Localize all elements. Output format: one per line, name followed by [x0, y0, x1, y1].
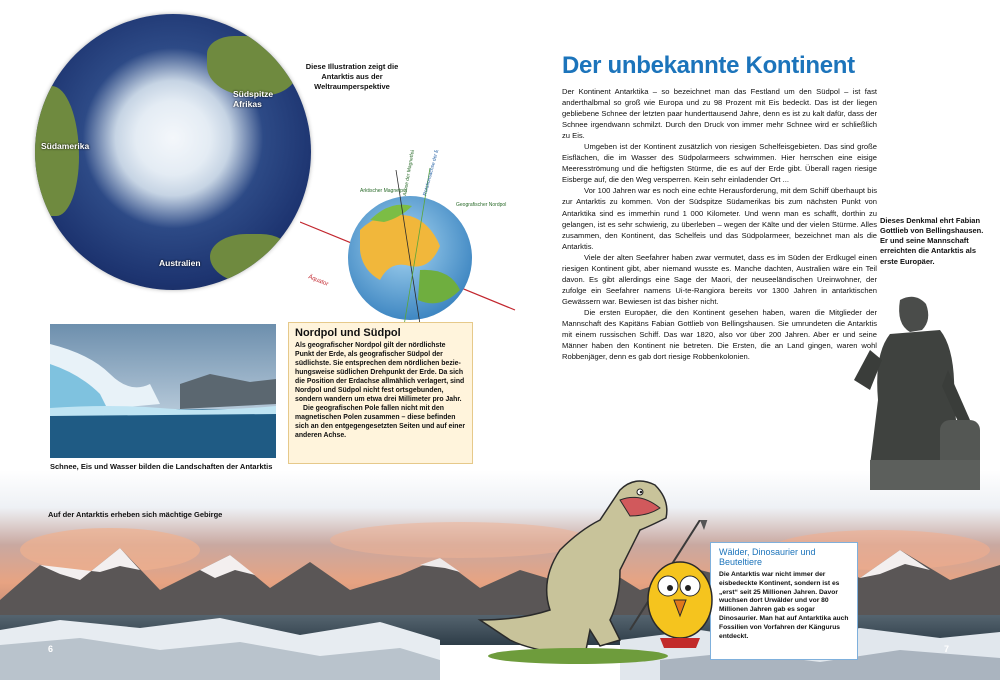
antarctica-globe-illustration: [35, 14, 311, 290]
dinosaurier-infobox: [710, 542, 858, 660]
owl-mascot: [620, 520, 720, 660]
infobox-title: Nordpol und Südpol: [295, 327, 401, 339]
rotation-axis-label: Rotationsachse der Erde: [422, 150, 443, 197]
article-paragraph-4: Viele der alten Seefahrer haben zwar vermutet, dass es im Süden der Erdkugel einen riesigen Kontinent gibt, aber niemand wusste es. Manche dachten, Australien wäre ein Teil davon. Es gibt allerdings eine Sage der Maori, der neuseeländischen Ureinwohner, der zufolge ein Seefahrer namens Ui-te-Rangiora bereits vor 1300 Jahren in antarktischen Gewässern war. Bewiesen ist das bisher nicht.: [562, 252, 877, 306]
label-suedamerika: Südamerika: [41, 141, 90, 151]
earth-axis-svg: [300, 150, 525, 330]
page-number-left: 6: [48, 644, 54, 654]
infobox-paragraph-1: Als geografischer Nordpol gilt der nördlichste Punkt der Erde, als geografischer Südpol der südlichste. Sie entsprechen dem nördlichen bezie-hungsweise südlichen Drehpunkt der Erde. Da sich die Position der Erdachse allmählich verlagert, sind Nordpol und Südpol nicht fest ortsgebunden, sondern wandern um etwa drei Millimeter pro Jahr.: [295, 342, 465, 403]
statue-caption: Dieses Denkmal ehrt Fabian Gottlieb von Bellingshausen. Er und seine Mannschaft erreichten die Antarktis als erste Europäer.: [880, 216, 984, 266]
geographic-north-label: Geografischer Nordpol: [456, 202, 507, 208]
page-number-right: 7: [944, 644, 950, 654]
axis-label: Achse der Magnetfeldachse: [402, 150, 419, 197]
nordpol-suedpol-infobox: [288, 322, 473, 464]
africa-landmass: [207, 36, 297, 96]
mountain-caption: Auf der Antarktis erheben sich mächtige Gebirge: [48, 510, 223, 519]
article-paragraph-3: Vor 100 Jahren war es noch eine echte Herausforderung, mit dem Schiff überhaupt bis zur Antarktis zu kommen. Von der Südspitze Südamerikas bis zum nächsten Punkt von Antarktika sind es immerhin rund 1 000 Kilometer. Und wenn man es schafft, dorthin zu gelangen, ist es sehr schwierig, zu überleben – wegen der Kälte und der vielen Stürme. Alles zusammen, den Kontinent, das Schelfeis und das Südpolarmeer, bezeichnet man als die Antarktis.: [562, 186, 877, 251]
ice-caption: Schnee, Eis und Wasser bilden die Landschaften der Antarktis: [50, 462, 273, 471]
ice-photo-svg: [50, 324, 276, 458]
article-title: Der unbekannte Kontinent: [562, 52, 855, 79]
australia-landmass: [210, 234, 290, 284]
infobox-paragraph-2: Die geografischen Pole fallen nicht mit den magnetischen Polen zusammen – diese befinden sich an den entgegengesetzten Seiten und auf einer anderen Achse.: [295, 404, 466, 439]
equator-label: Äquator: [307, 274, 329, 288]
arctic-magnetic-pole-label: Arktischer Magnetpol: [360, 188, 407, 194]
dino-box-title: Wälder, Dinosaurier und Beuteltiere: [719, 547, 816, 568]
ice-landscape-photo: [50, 324, 276, 458]
globe-caption: Diese Illustration zeigt die Antarktis aus der Weltraumperspektive: [305, 62, 399, 92]
label-suedspitze-afrikas: Südspitze Afrikas: [233, 89, 274, 109]
earth-axis-diagram: [300, 150, 525, 330]
label-australien: Australien: [159, 258, 201, 268]
dino-box-text: Die Antarktis war nicht immer der eisbedeckte Kontinent, sondern ist es „erst“ seit 25 Millionen Jahren. Davor wuchsen dort Urwälder und vor 80 Millionen Jahren gab es sogar Dinosaurier. Man hat auf Antarktika auch Fossilien von Vorfahren der Kängurus entdeckt.: [719, 570, 849, 641]
article-paragraph-2: Umgeben ist der Kontinent zusätzlich von riesigen Schelfeisgebieten. Das sind große Eisflächen, die im Wasser des Südpolarmeers schwimmen. Hier herrschen eine eisige Meeresströmung und die heftigsten Stürme, die es auf der Erde gibt. Überall ragen riesige Eisberge auf, die den Weg versperren. Kein sehr einladender Ort ...: [562, 142, 877, 185]
article-paragraph-1: Der Kontinent Antarktika – so bezeichnet man das Festland um den Südpol – ist fast anderthalbmal so groß wie Europa und zu 98 Prozent mit Eis bedeckt. Das ist der liegen gebliebene Schnee der letzten paar hunderttausend Jahre, denn es ist zu kalt dafür, dass der Schnee irgendwann schmilzt. Durch den Druck von immer mehr Schnee wird er schließlich zu Eis.: [562, 87, 877, 141]
bellingshausen-statue-image: [830, 290, 990, 490]
article-paragraph-5: Die ersten Europäer, die den Kontinent gesehen haben, waren die Mitglieder der Mannschaft des Kapitäns Fabian Gottlieb von Bellingshausen. Sie umrundeten die Antarktis mit einem russischen Schiff. Das war 1820, also vor über 200 Jahren. Aber er und seine Männer haben den Kontinent nie betreten. Die Ersten, die an Land gingen, waren wohl Robbenjäger, denn es gab dort riesige Robbenkolonien.: [562, 307, 877, 362]
